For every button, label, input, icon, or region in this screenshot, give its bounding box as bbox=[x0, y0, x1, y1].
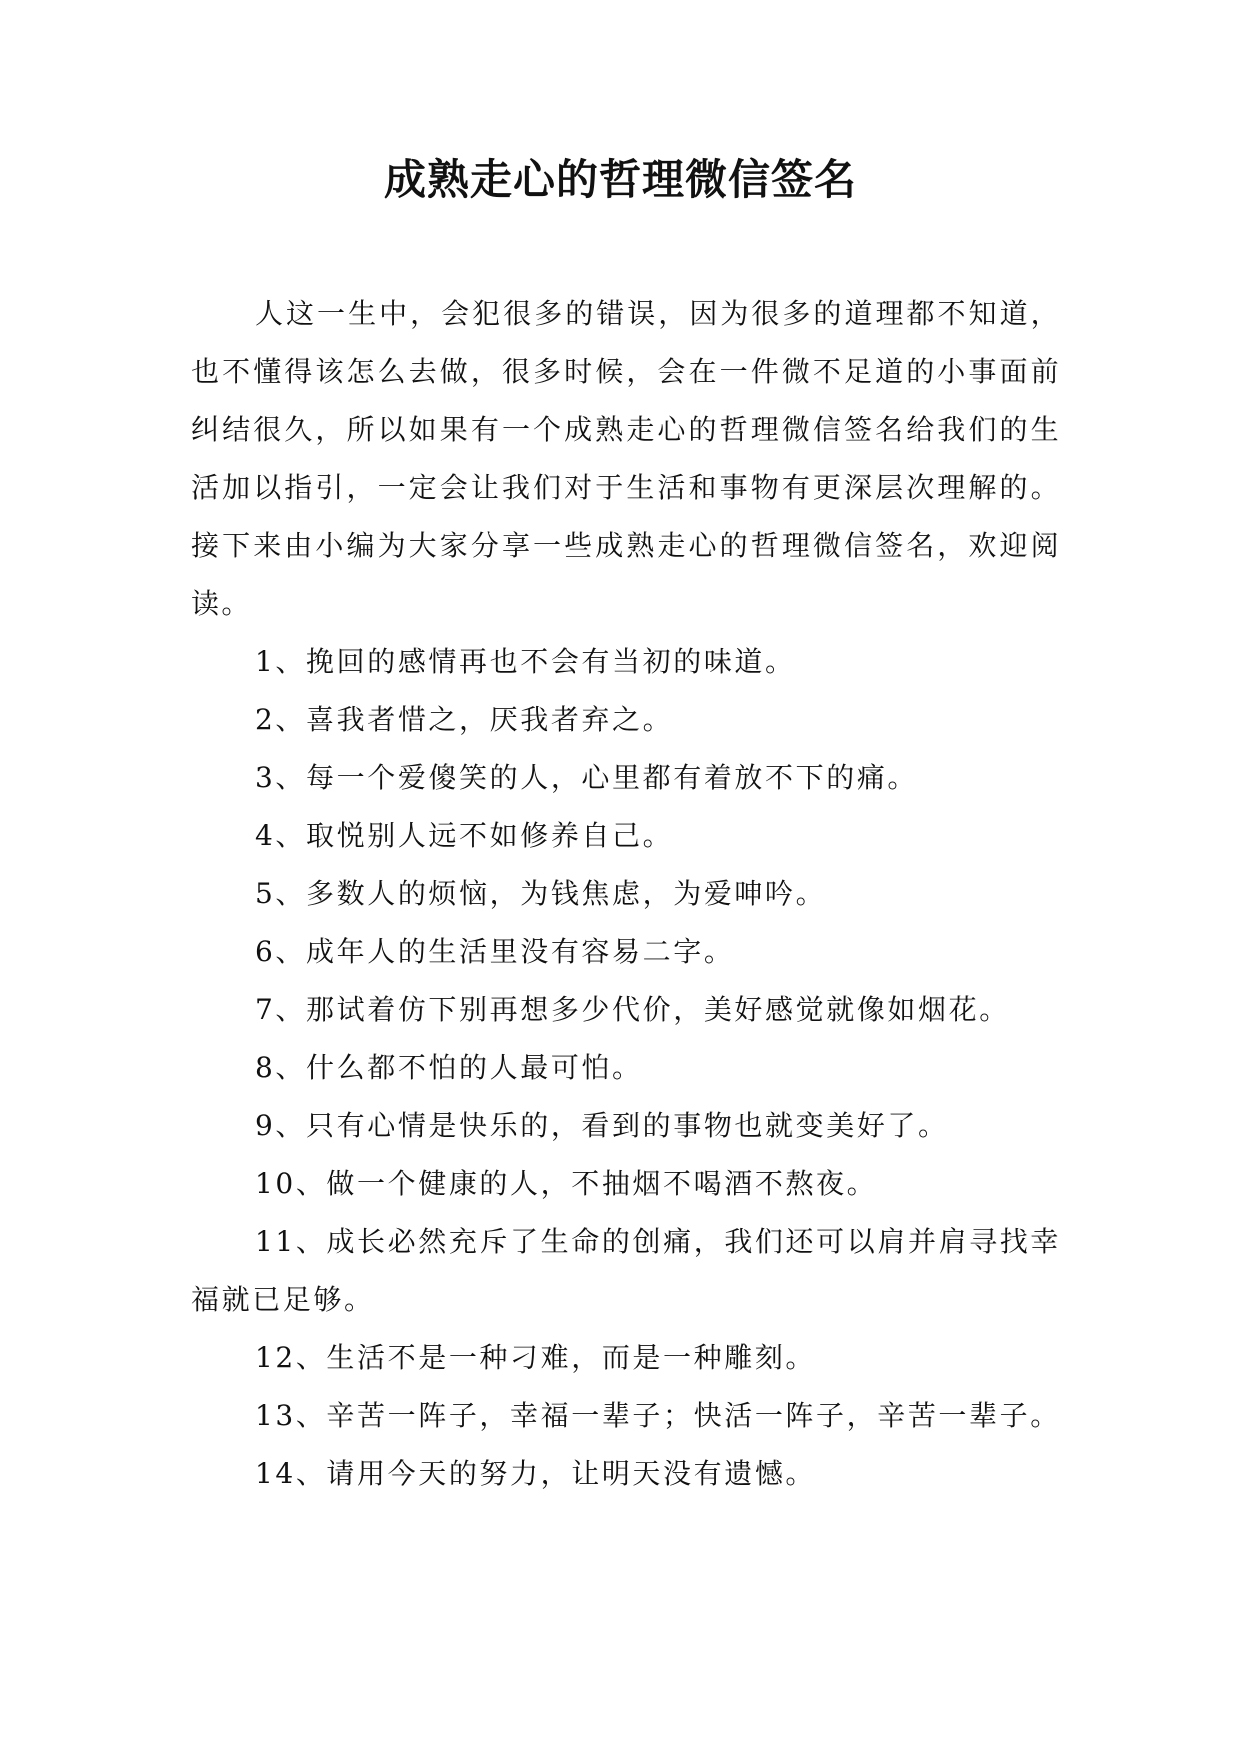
list-item: 6、成年人的生活里没有容易二字。 bbox=[255, 935, 735, 968]
list-item: 2、喜我者惜之，厌我者弃之。 bbox=[255, 703, 674, 736]
list-item: 1、挽回的感情再也不会有当初的味道。 bbox=[255, 645, 796, 678]
list-item: 10、做一个健康的人，不抽烟不喝酒不熬夜。 bbox=[255, 1167, 878, 1200]
intro-paragraph: 人这一生中，会犯很多的错误，因为很多的道理都不知道，也不懂得该怎么去做，很多时候，会在一件微不足道的小事面前纠结很久，所以如果有一个成熟走心的哲理微信签名给我们的生活加以指引，一定会让我们对于生活和事物有更深层次理解的。接下来由小编为大家分享一些成熟走心的哲理微信签名，欢迎阅读。 bbox=[191, 297, 1061, 620]
list-item: 9、只有心情是快乐的，看到的事物也就变美好了。 bbox=[255, 1109, 949, 1142]
list-item: 3、每一个爱傻笑的人，心里都有着放不下的痛。 bbox=[255, 761, 919, 794]
document-title: 成熟走心的哲理微信签名 bbox=[383, 155, 857, 204]
list-item: 13、辛苦一阵子，幸福一辈子；快活一阵子，辛苦一辈子。 bbox=[255, 1399, 1061, 1432]
list-item: 8、什么都不怕的人最可怕。 bbox=[255, 1051, 643, 1084]
list-item: 12、生活不是一种刁难，而是一种雕刻。 bbox=[255, 1341, 817, 1374]
list-item: 7、那试着仿下别再想多少代价，美好感觉就像如烟花。 bbox=[255, 993, 1010, 1026]
list-item: 4、取悦别人远不如修养自己。 bbox=[255, 819, 674, 852]
list-item: 14、请用今天的努力，让明天没有遗憾。 bbox=[255, 1457, 817, 1490]
list-item: 11、成长必然充斥了生命的创痛，我们还可以肩并肩寻找幸福就已足够。 bbox=[191, 1225, 1061, 1316]
list-item: 5、多数人的烦恼，为钱焦虑，为爱呻吟。 bbox=[255, 877, 827, 910]
document-body bbox=[191, 285, 1061, 1503]
